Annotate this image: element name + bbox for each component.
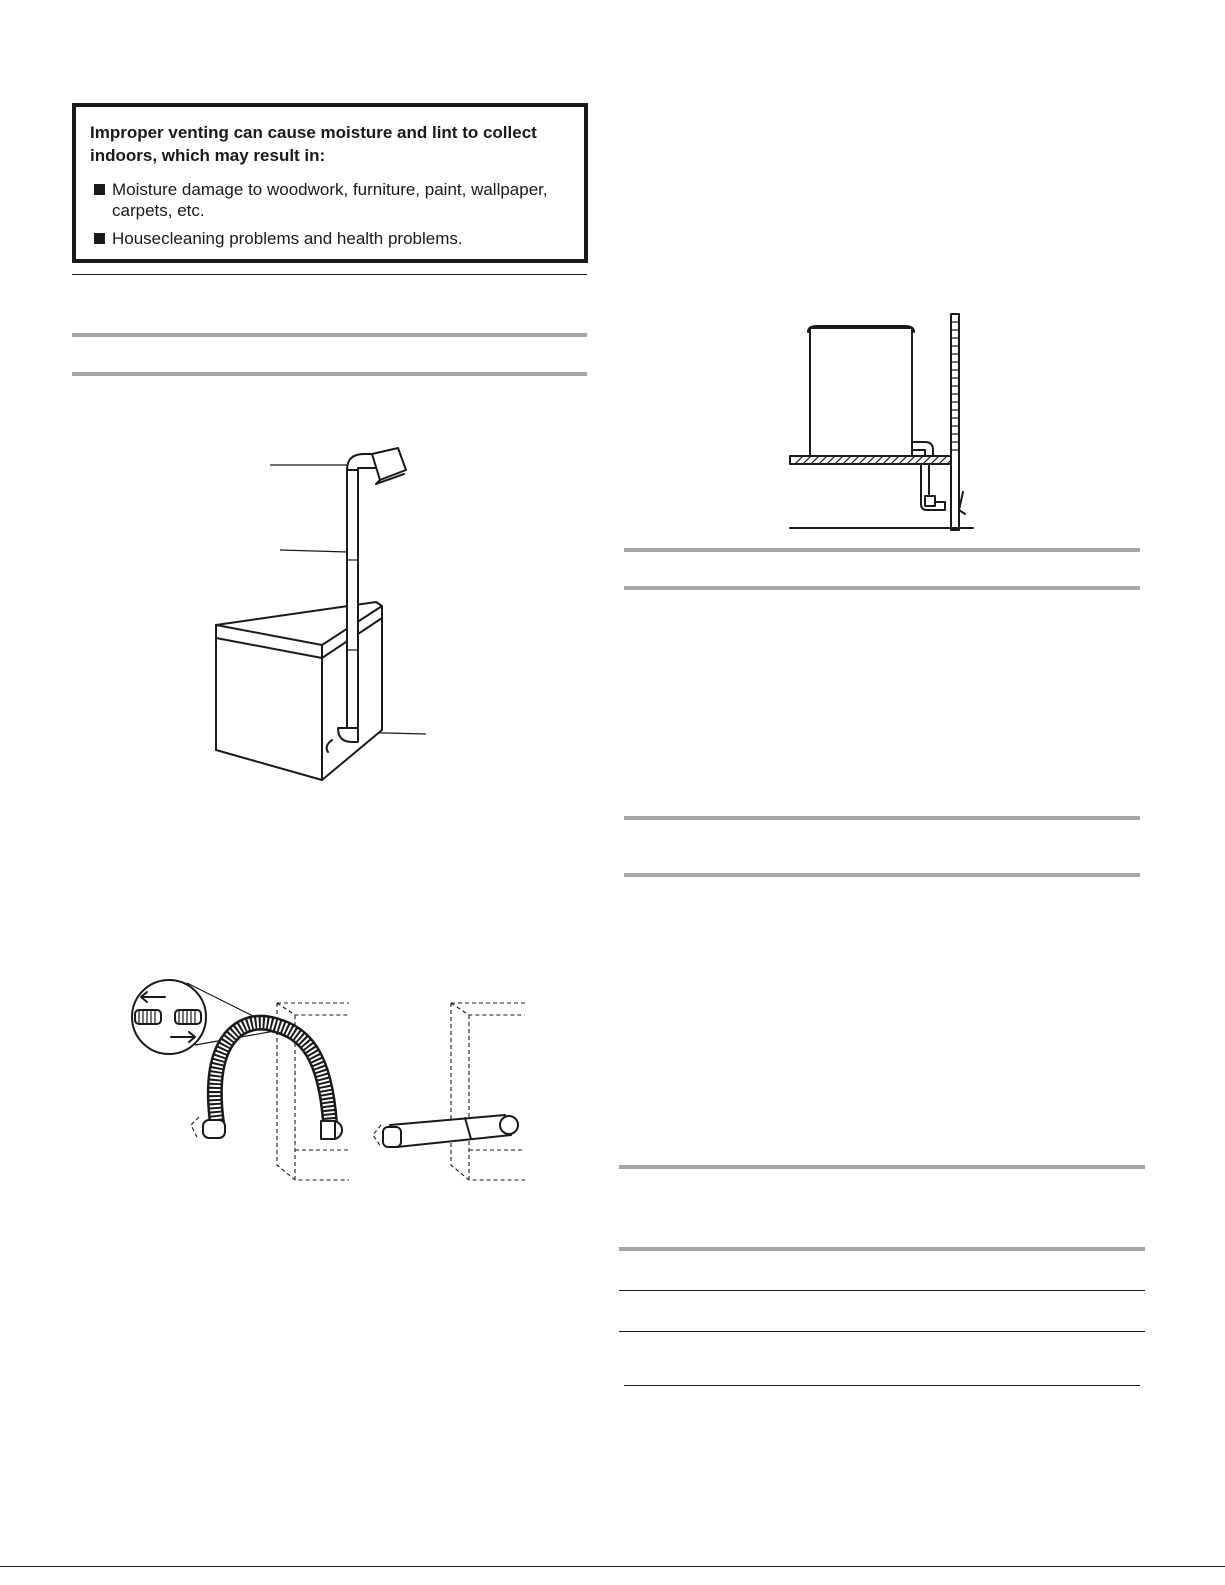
warning-title: Improper venting can cause moisture and lint to collect indoors, which may result in:	[90, 123, 537, 165]
section-rule	[619, 1247, 1145, 1251]
section-rule	[624, 548, 1140, 552]
duct-comparison-illustration	[125, 975, 555, 1190]
table-divider	[619, 1331, 1145, 1332]
table-divider	[619, 1290, 1145, 1291]
warning-item-text: Moisture damage to woodwork, furniture, paint, wallpaper, carpets, etc.	[112, 180, 548, 220]
section-rule	[72, 333, 587, 337]
section-rule	[72, 372, 587, 376]
warning-item	[90, 179, 576, 221]
dryer-vertical-vent-illustration	[200, 440, 460, 790]
page-bottom-rule	[0, 1566, 1225, 1567]
warning-box	[72, 103, 588, 263]
square-bullet-icon	[94, 233, 105, 244]
section-rule	[624, 586, 1140, 590]
dryer-floor-vent-illustration	[785, 310, 985, 540]
section-rule	[624, 873, 1140, 877]
warning-item-text: Housecleaning problems and health problems.	[112, 229, 463, 248]
warning-item	[90, 228, 576, 249]
table-divider	[624, 1385, 1140, 1386]
square-bullet-icon	[94, 184, 105, 195]
section-rule	[624, 816, 1140, 820]
section-rule	[619, 1165, 1145, 1169]
divider	[72, 274, 587, 275]
